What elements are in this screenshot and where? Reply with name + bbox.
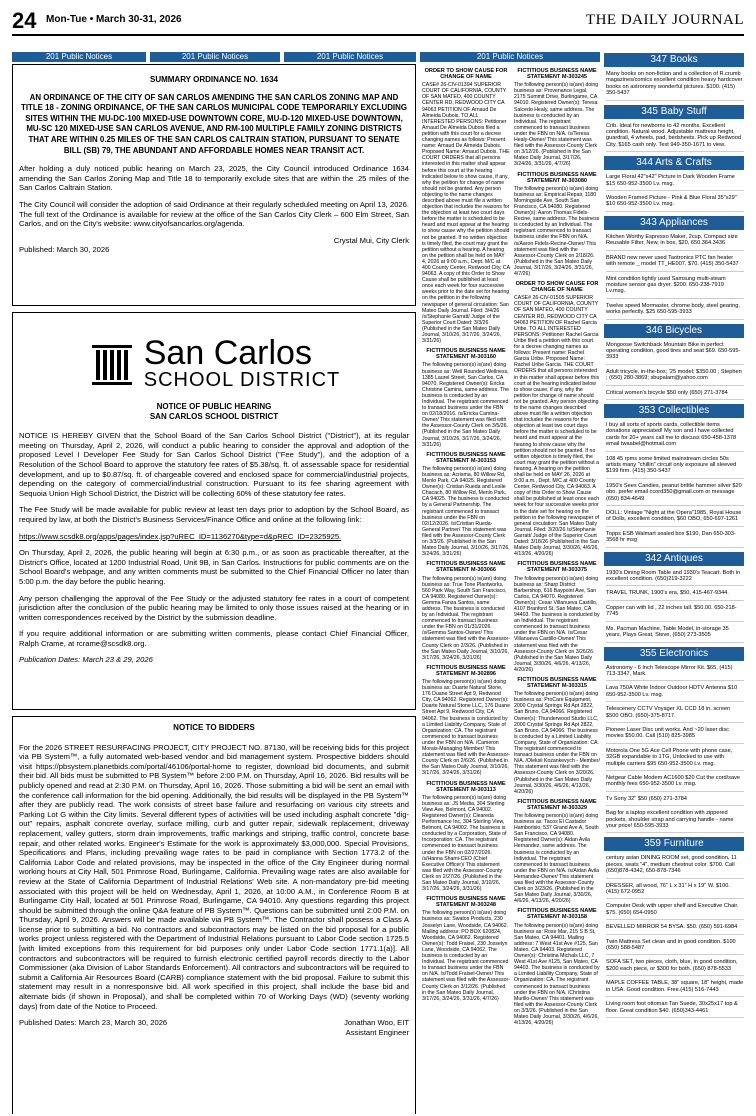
school-paragraph: The Fee Study will be made available for public review at least ten days prior to adoption by the School Board, as required by law, at both the District's Business Services/Finance Office and online at the following link: [19,505,409,524]
classified-category: 353 Collectibles [604,404,744,418]
ordinance-title: SUMMARY ORDINANCE NO. 1634 [149,75,279,84]
bidders-published: Published Dates: March 23, March 30, 2026 [19,1018,168,1028]
legal-notice-heading: FICTITIOUS BUSINESS NAME STATEMENT M-303153 [426,451,506,464]
ordinance-subtitle: AN ORDINANCE OF THE CITY OF SAN CARLOS AMENDING THE SAN CARLOS ZONING MAP AND TITLE 18 - ZONING ORDINANCE, OF THE SAN CARLOS MUNICIPAL CODE TEMPORARILY EXCLUDING SITES WITHIN THE MU-DC-100 MIXED-USE DOWNTOWN CORE, MU-D-120 MIXED-USE DOWNTOWN, MU-SC 120 MIXED-USE SAN CARLOS AVENUE, AND RM-100 MULTIPLE FAMILY ZONING DISTRICTS THAT ARE WITHIN 0.25 MILES OF THE SAN CARLOS CALTRAIN STATION, PURSUANT TO SENATE BILL (SB) 79, THE ABUNDANT AND AFFORDABLE HOMES NEAR TRANSIT ACT. [21,92,407,155]
bidders-body: For the 2026 STREET RESURFACING PROJECT, CITY PROJECT NO. 87130, will be receiving bids for this project via PB System™, a fully automated web-based vendor and bid management system. Prospective bidders should visit https://pbsystem.planetbids.com/portal/46106/portal-home to register, download bid documents, and submit their bid. All bids must be submitted to PB System™ before 2:00 P.M. on Thursday, April 16, 2026. Bid results will be publicly opened and read at 2:30 P.M. on Thursday, April 16, 2026. Those submitting a bid will be sent an email with the conference call information for the bid opening. Additionally, the bid results will be displayed in the PB System™ after they are publicly read. The work consists of street base failure and resurfacing on various city streets and Parking Lot G within the City limits. Several different types of activities will be used including asphalt concrete "dig-out" repairs, asphalt concrete overlay, surface milling, curb and gutter repair, sidewalk replacement, driveway replacement, valley gutters, storm drain improvements, traffic markings and striping, traffic control, concrete base repair, and other related works. Engineer's Estimate for the work is approximately $3,000,000. Special Provisions, Specifications and Plans, including prevailing wage rates to be paid in compliance with Section 1773.2 of the California Labor Code and related provisions, may be inspected in the office of the City Engineer during normal working hours at City Hall, 501 Primrose Road, Burlingame, California. Prevailing wage rates are also available for review at the State of California Department of Industrial Relations' Web site. A non-mandatory pre-bid meeting associated with this project will be held on Wednesday, April 1, 2026, at 10:00 A.M., in Conference Room B at Burlingame City Hall, located at 501 Primrose Road, Burlingame, CA 94010. Any questions regarding this project should be submitted through the online Q&A feature of PB System™. Questions can be submitted until 2:00 P.M. on Thursday, April 9, 2026. Answers will be made available via PB System™. The Contractor shall possess a Class A license prior to submitting a bid. No contractors and subcontractors may be listed on the bid proposal for a public works project unless registered with the Department of Industrial Relations pursuant to Labor Code section 1725.5 [with limited exceptions from this requirement for bid purposes only under Labor Code section 1771.1(a)]. All contractors and subcontractors will be required to furnish electronic certified payroll records directly to the Labor Commissioner (aka Division of Labor Standards Enforcement). All contractors and subcontractors will be required to submit a California Air Resources Board (CARB) compliance statement with the bid proposal. Failure to submit this statement may result in a nonresponsive bid. All work specified in this project, shall include the base bid and alternate bids (if shown in Proposal), and shall be completed within 70 of Working Days (WD) (seventy working days) from date of the Notice to Proceed. [19,742,409,1011]
classified-ad: Mint condition lightly used Samsung multi-steam moisture sensor gas dryer. $200. 650-238-7919 Lv.msg. [606,276,744,299]
bidders-signer [344,1018,409,1037]
classified-ad: Bag for a laptop excellent condition with zippered pockets, shoulder strap and carrying handle - name your price! 650-595-3933 [606,810,744,833]
legal-column-2 [422,64,510,1114]
classified-category: 343 Appliances [604,216,744,230]
legal-notice-heading: ORDER TO SHOW CAUSE FOR CHANGE OF NAME [424,68,508,81]
classified-ad: Telescenery CCTV Voyager XL CCD 18 in. screen $500 OBO. (650)-375-8717. [606,706,744,723]
logo-name: San Carlos [143,334,312,372]
classified-ad: MAPLE COFFEE TABLE, 38" square, 18" height, made in USA. Good condition. Free.(415) 516-7443 [606,980,744,997]
legal-notice-body: The following person(s) is(are) doing business as: Rose Mar, 215 S B St, San Mateo, CA 94401. Mailing address: 7 West 41st Ave #125, San Mateo, CA 94403. Registered Owner(s): Christina Michals LLC, 7 West 41st Ave #125, San Mateo, CA 94403. The business is conducted by a Limited Liability Company, State of Organization: CA. The registrant commenced to transact business under the FBN on N/A. /Christina Murillo-Owner/ This statement was filed with the Assessor-County Clerk on 3/3/26. (Published in the San Mateo Daily Journal, 3/30/26, 4/6/26, 4/13/26, 4/20/26) [514,922,600,1027]
signer-name: Jonathan Woo, EIT [344,1018,409,1028]
classified-category: 355 Electronics [604,647,744,661]
legal-notice-heading: FICTITIOUS BUSINESS NAME STATEMENT M-303248 [426,896,506,909]
school-paragraph: NOTICE IS HEREBY GIVEN that the School Board of the San Carlos School District ("District"), at its regular meeting on Thursday, April 2, 2026, will conduct a public hearing to consider the approval and adoption of the proposed Level I Developer Fee Study for San Carlos School District ("Fee Study"), and the adoption of a Resolution of the School Board to approve the statutory fee rates of $5.38/sq. ft. of assessable space for residential development, and up to $0.87/sq. ft. of chargeable covered and enclosed space for commercial/industrial projects, depending on the category of commercial/industrial construction. Pursuant to its fee sharing agreement with Sequoia Union High School District, the District will be collecting 60% of these statutory fee rates. [19,431,409,498]
school-paragraph: On Thursday, April 2, 2026, the public hearing will begin at 6:30 p.m., or as soon as practicable thereafter, at the District's Office, located at 1200 Industrial Road, Unit 9B, in San Carlos. Instructions for public comments are on the School Board's webpage, and any written comments must be submitted to the Chief Financial Officer no later than 5:00 p.m. the day before the public hearing. [19,548,409,586]
legal-notice-heading: FICTITIOUS BUSINESS NAME STATEMENT M-303315 [517,677,597,690]
legal-notice-heading: ORDER TO SHOW CAUSE FOR CHANGE OF NAME [515,281,599,294]
legal-notice-body: CASE# 26-CIV-01394 SUPERIOR COURT OF CALIFORNIA, COUNTY OF SAN MATEO, 400 COUNTY CENTER RD, REDWOOD CITY CA 94063 PETITION OF Arnaud De Almeida Dubois. TO ALL INTERESTED PERSONS: Petitioner Arnaud De Almeida Dubois filed a petition with this court for a decree changing names as follows: Present name: Arnaud De Almeida Dubois. Proposed Name: Arnaud Dubois. THE COURT ORDERS that all persons interested in this matter shall appear before this court at the hearing indicated below to show cause, if any, why the petition for change of name should not be granted. Any person objecting to the name changes described above must file a written objection that includes the reasons for the objection at least two court days before the matter is scheduled to be heard and must appear at the hearing to show cause why the petition should not be granted. If no written objection is timely filed, the court may grant the petition without a hearing. A hearing on the petition shall be held on MAY 4, 2026 at 9:00 a.m., Dept. M/C at 400 County Center, Redwood City, CA 94063. A copy of this Order to Show Cause shall be published at least once each week for four successive weeks prior to the date set for hearing on the petition in the following newspaper of general circulation: San Mateo Daily Journal. Filed: 3/4/26 /s/Stephanie Garratt/ Judge of the Superior Court Dated: 3/3/26 (Published in the San Mateo Daily Journal, 3/10/26, 3/17/26, 3/24/26, 3/31/26) [422,82,510,345]
district-logo [19,334,409,392]
classified-category: 342 Antiques [604,552,744,566]
legal-notice-body: The following person(s) is(are) doing business as: Sharp District Barbershop, 616 Baypoint Ave, San Carlos, CA 94070. Registered Owner(s): Cesar Villanueva Castillo, 4107 Branford St, San Mateo, CA 94403. The business is conducted by an Individual. The registrant commenced to transact business under the FBN on N/A. /s/Cesar Villanueva Castillo-Owner/ This statement was filed with the Assessor-County Clerk on 3/26/26. (Published in the San Mateo Daily Journal, 3/30/26, 4/6/26, 4/13/26, 4/20/26) [514,575,600,673]
legal-notice-heading: FICTITIOUS BUSINESS NAME STATEMENT M-303158 [517,908,597,921]
legal-notice-heading: FICTITIOUS BUSINESS NAME STATEMENT M-303080 [517,171,597,184]
classified-ad: Astronomy - 6 Inch Telescope Mirror Kit. $65, (415) 713-3347, Mark. [606,665,744,682]
classified-category: 344 Arts & Crafts [604,156,744,170]
bidders-footer [19,1018,409,1037]
bidders-heading: NOTICE TO BIDDERS [173,723,255,732]
classified-ad: Wooden Framed Picture - Pink & Blue Floral 35"x29" $10 650-952-3500 Lv. msg. [606,195,744,212]
classified-category: 345 Baby Stuff [604,105,744,119]
ordinance-paragraph: The City Council will consider the adoption of said Ordinance at their regularly scheduled meeting on April 13, 2026. The full text of the Ordinance is available for review at the office of the San Carlos City Clerk – 600 Elm Street, San Carlos, and on the City's website: www.cityofsancarlos.org/agenda. [19,199,409,229]
legal-notice-body: The following person(s) is(are) doing business as: Tacos El Castador Hamborisio, 537 Grand Ave A, South San Francisco, CA 94080. Registered Owner(s): Aidan Avila Hernandez, same address. The business is conducted by an Individual. The registrant commenced to transact business under the FBN on N/A. /s/Aidan Avila Hernandez-Owner/ This statement was filed with the Assessor-County Clerk on 3/23/26. (Published in the San Mateo Daily Journal, 3/30/26, 4/6/26, 4/13/26, 4/20/26) [514,812,599,905]
legal-notice-heading: FICTITIOUS BUSINESS NAME STATEMENT M-303066 [426,561,506,574]
classified-ad: Tv Sony 32" $50 (650) 271-3784 [606,796,744,806]
classified-ad: Motorola One 5G Ace Cell Phone with phone case, 32GB expandable to 1TG, Unlocked to use with multiple carriers $95 650-952-3500 Lv. msg. [606,748,744,771]
fee-study-link[interactable]: https://www.scsdk8.org/apps/pages/index.jsp?uREC_ID=1136270&type=d&pREC_ID=2325925. [19,531,342,541]
logo-district: SCHOOL DISTRICT [143,369,341,391]
classified-ad: century asian DINING ROOM set, good condition, 11 pieces, seats "4", medium chestnut color. $700. Call (650)878-4342, 650-878-7346 [606,855,744,878]
paper-title: THE DAILY JOURNAL [585,12,744,28]
classified-ad: Adult tricycle, in-the-box; '25 model; $350.00 ; Stephen ; (650) 280-3869; sbupalam@yahoo.com [606,369,744,386]
school-paragraph: If you require additional information or are submitting written comments, please contact Chief Financial Officer, Ralph Crame, at rcrame@scsdk8.org. [19,629,409,648]
school-heading-line2: SAN CARLOS SCHOOL DISTRICT [149,411,279,421]
classified-category: 346 Bicycles [604,324,744,338]
legal-notice-body: The following person(s) is(are) doing business as: JS Media, 304 Sterling View Ave, Belmont, CA 94002. Registered Owner(s): Cleareda Performance Inc, 304 Sterling View, Belmont, CA 94002. The business is conducted by a Corporation, State of Incorporation: CA. The registrant commenced to transact business under the FBN on 02/27/2026. /s/Hanna Shami-CEO (Chief Executive Officer)/ This statement was filed with the Assessor-County Clerk on 2/27/26. (Published in the San Mateo Daily Journal, 3/10/26, 3/17/26, 3/24/26, 3/31/26) [422,794,507,893]
classified-ad: BRAND new never used Taotronics PTC fan heater with remote _ model TT_HE007. $70. (415) 350-5437 [606,255,744,272]
classified-ad: Twelve speed Mormaster, chrome body, steel gearing, works perfectly. $25 650-595-3933 [606,303,744,320]
classified-ad: Pioneer Laser Disc unit works. And ~20 laser disc movies $50.00. Call (510) 825-3985 [606,727,744,744]
school-paragraph: Any person challenging the approval of the Fee Study or the adjusted statutory fee rates in a court of competent jurisdiction after the conclusion of the public hearing may be limited to only those issues raised at the hearing or in written correspondences received by the District by the submission deadline. [19,593,409,622]
signer-title: Assistant Engineer [345,1027,409,1037]
issue-date: Mon-Tue • March 30-31, 2026 [46,14,182,25]
classified-category: 359 Furniture [604,837,744,851]
school-notice [12,312,416,710]
school-pubdates: Publication Dates: March 23 & 29, 2026 [19,655,153,665]
classified-ad: DRESSER, all wood, 76" L x 31" H x 19" W. $100. (415) 672-0952 [606,883,744,900]
legal-notice-body: The following person(s) is(are) doing business as: True Tone Plantworks, 560 Park Way, South San Francisco, CA 94080. Registered Owner(s): Gemma Fanza Santos, same address. The business is conducted by an Individual. The registrant commenced to transact business under the FBN on 01/31/2026. /s/Gemma Santos-Owner/ This statement was filed with the Assessor-County Clerk on 2/3/26. (Published in the San Mateo Daily Journal, 3/10/26, 3/17/26, 3/24/26, 3/31/26) [422,575,510,661]
legal-notice-heading: FICTITIOUS BUSINESS NAME STATEMENT M-303375 [517,561,597,574]
classified-ad: Critical women's bicycle $50 only (650) 271-3784 [606,390,744,400]
ordinance-published: Published: March 30, 2026 [19,245,110,255]
ordinance-signer: Crystal Mui, City Clerk [333,235,409,245]
classified-category: 347 Books [604,53,744,67]
legal-notice-heading: FICTITIOUS BUSINESS NAME STATEMENT M-303113 [426,780,506,793]
classified-ad: Mongoose Switchback Mountain Bike in perfect operating condition, good tires and seat $69. 650-595-3933 [606,342,744,365]
classified-ad: Ms. Pacman Machine, Table Model, in-storage 35 years, Plays Great, Steve, (650) 273-3505 [606,626,744,643]
legal-notice-body: The following person(s) is(are) doing business as: Provenance Legal, 2175 Summit Drive, Burlingame, CA 94010. Registered Owner(s): Teresa Salcedo Healy, same address. The business is conducted by an Individual. The registrant commenced to transact business under the FBN on N/A. /s/Teresa Healy-Owner/ This statement was filed with the Assessor-County Clerk on 3/12/26. (Published in the San Mateo Daily Journal, 3/17/26, 3/24/26, 3/31/26, 4/7/26) [514,82,599,168]
school-building-icon [88,342,138,388]
legal-notice-heading: FICTITIOUS BUSINESS NAME STATEMENT M-302896 [426,664,506,677]
classified-ad: Crib. Ideal for newborns to 42 months. Excellent condition. Natural wood. Adjustable mattress height, guardrail, 4 wheels, pad, bedsheets. Pick up Redwood City. $165 cash only. Text 949-350-1671 to view. [606,123,744,153]
classified-ad: 108 45 rpms some limited mainstream circles 50s artists many "chillin" circuit only exposure all sleeved $199 firm. (415) 350-5437 [606,456,744,479]
legal-column-3 [514,64,600,1114]
ordinance-paragraph: After holding a duly noticed public hearing on March 23, 2025, the City Council introduced Ordinance 1634 amending the San Carlos Zoning Map and Title 18 to temporarily exclude sites that are within the .25 miles of the San Carlos Caltrain Station. [19,164,409,193]
classified-ad: 1950's Sees Candies, peanut brittle hammer silver $20 obo. prefer email ccord350@gmail.com or message (650) 834-4649 [606,483,744,506]
classified-ad: Topps ESB Walmart sealed box $190, Dan 650-303-3568 hr msg [606,531,744,548]
legal-notice-body: The following person(s) is(are) doing business as: Acrisma, 80 Willow Rd, Menlo Park, CA 94025. Registered Owner(s): Cristian Rueda and Leslie Chacach, 80 Willow Rd, Menlo Park, CA 94025. The business is conducted by a General Partnership. The registrant commenced to transact business under the FBN on 02/12/2026. /s/Cristian Rueda-General Partner/ This statement was filed with the Assessor-County Clerk on 3/3/26. (Published in the San Mateo Daily Journal, 3/10/26, 3/17/26, 3/24/26, 3/31/26) [422,465,510,558]
classified-ad: TRAVEL TRUNK, 1900's era, $50, 415-467-9344. [606,590,744,600]
section-header: 201 Public Notices [12,52,146,62]
masthead [12,8,744,36]
classified-ad: Living room foot ottoman Tan Suede, 30x25x17 top & floor. Great condition $40. (650)343-4461 [606,1001,744,1018]
section-header: 201 Public Notices [284,52,416,62]
bidders-notice [12,716,416,1114]
section-header: 201 Public Notices [150,52,280,62]
classified-ad: Lava 750A White Indoor Outdoor HDTV Antenna $10 650-952-3500 Lv. msg. [606,685,744,702]
main-notices [12,64,416,1114]
classified-ad: 1930's Dining Room Table and 1930's Teacart. Both in excellent condition. (650)219-3222 [606,570,744,587]
legal-notice-body: The following person(s) is(are) doing business as: Swatos Products, 230 Josselyn Lane, Woodside, CA 94062. Mailing address: PO BOX 620824, Woodside, CA 94062. Registered Owner(s): Todd Fraisel, 230 Josselyn Lane, Woodside, CA 94062. The business is conducted by an Individual. The registrant commenced to transact business under the FBN on N/A. /s/Todd Fraisel-Owner/ This statement was filed with the Assessor-County Clerk on 3/12/26. (Published in the San Mateo Daily Journal, 3/17/26, 3/24/26, 3/31/26, 4/7/26) [422,910,510,1002]
page-number: 24 [12,8,37,33]
classified-ad: Twin Mattress Set clean and in good condition. $100 (650) 588-5487 [606,939,744,956]
legal-notice-body: The following person(s) is(are) doing business as: Well Rounded Wellness, 1385 Laurel Street, San Carlos, CA 94070. Registered Owner(s): Ericka Christine Camina, same address. The business is conducted by an Individual. The registrant commenced to transact business under the FBN on 02/18/2016. /s/Ericka Camina-Owner/ This statement was filed with the Assessor-County Clerk on 3/5/26. (Published in the San Mateo Daily Journal, 3/10/26, 3/17/26, 3/24/26, 3/31/26) [422,362,509,448]
classified-ad: Large Floral 42"x42" Picture in Dark Wooden Frame $15 650-952-3500 Lv. msg. [606,174,744,191]
classified-ad: Netgear Cable Modem AC1600 $20 Cut the cord/save monthly fees 650-952-3500 Lv. msg. [606,775,744,792]
classified-ad: SOFA SET, two pieces, cloth, blue, in good condition, $200 each piece, or $300 for both. (650) 878-5533 [606,959,744,976]
legal-notice-body: The following person(s) is(are) doing business as: Empirical Repair, 1180 Morningside Ave, South San Francisco, CA 94080. Registered Owner(s): Aaron Thomas Fidels-Recine, same address. The business is conducted by an Individual. The registrant commenced to transact business under the FBN on N/A. /s/Aaron Fidels-Recine-Owner/ This statement was filed with the Assessor-County Clerk on 2/18/26. (Published in the San Mateo Daily Journal, 3/17/26, 3/24/26, 3/31/26, 4/7/26) [514,185,600,277]
legal-notice-body: The following person(s) is(are) doing business as: ProCare Equipment, 2000 Crystal Springs Rd Apt 2822, San Bruno, CA 94066. Registered Owner(s): Thunderwood Studio LLC, 2000 Crystal Springs Rd Apt 2822, San Bruno, CA 94066. The business is conducted by a Limited Liability Company, State of Organization: CA. The registrant commenced to transact business under the FBN on N/A. /Oleksii Kozankevych - Member/ This statement was filed with the Assessor-County Clerk on 3/20/26. (Published in the San Mateo Daily Journal, 3/30/26, 4/6/26, 4/13/26, 4/20/26) [514,691,600,795]
legal-notice-heading: FICTITIOUS BUSINESS NAME STATEMENT M-303245 [517,68,597,81]
classified-ad: Kitchen Worthy Espresso Maker, 2cup, Compact size Reusable Filter, New, in box, $20, 650.364.3436 [606,234,744,251]
classified-ad: DOLL: Vintage "Night at the Opera"1985, Royal House of Dolls, excellent condition, $60 OBO, 650-697-1261 [606,510,744,527]
school-heading [19,402,409,421]
section-header: 201 Public Notices [420,52,600,62]
school-heading-line1: NOTICE OF PUBLIC HEARING [156,402,272,411]
classified-ad: I buy all sorts of sports cards, collectible items donations appreciated! My son and I have collected cards for 20+ years call me to discuss 650-458-1378 email twaabel@hotmail.com [606,422,744,452]
classified-ad: Many books on non-fiction and a collection of R.crumb magazines/comics excellent condition heavy hardcover books on astronomy wonderful pictures. $100. (415) 350-5437 [606,71,744,101]
legal-notice-body: CASE# 26-CIV-01505 SUPERIOR COURT OF CALIFORNIA, COUNTY OF SAN MATEO, 400 COUNTY CENTER RD, REDWOOD CITY CA 94063 PETITION OF Rachel Garcia Uribe. TO ALL INTERESTED PERSONS: Petitioner Rachel Garcia Uribe filed a petition with this court for a decree changing names as follows: Present name: Rachel Garcia Uribe. Proposed Name: Rachel Uribe Garcia. THE COURT ORDERS that all persons interested in this matter shall appear before this court at the hearing indicated below to show cause, if any, why the petition for change of name should not be granted. Any person objecting to the name changes described above must file a written objection that includes the reasons for the objection at least two court days before the matter is scheduled to be heard and must appear at the hearing to show cause why the petition should not be granted. If no written objection is timely filed, the court may grant the petition without a hearing. A hearing on the petition shall be held on MAY 26, 2026 at 9:00 a.m., Dept. M/C at 400 County Center, Redwood City, CA 94063. A copy of this Order to Show Cause shall be published at least once each week for four successive weeks prior to the date set for hearing on the petition in the following newspaper of general circulation: San Mateo Daily Journal. Filed: 3/20/26 /s/Stephanie Garratt/ Judge of the Superior Court Dated: 3/18/26 (Published in the San Mateo Daily Journal, 3/30/26, 4/6/26, 4/13/26, 4/20/26) [514,295,600,558]
legal-notice-heading: FICTITIOUS BUSINESS NAME STATEMENT M-303329 [517,798,597,811]
classifieds-column [604,50,744,1114]
legal-notice-heading: FICTITIOUS BUSINESS NAME STATEMENT M-303160 [426,348,506,361]
classified-ad: Copper can with lid , 22 inches tall. $50.00. 650-218-7745 [606,605,744,622]
classified-ad: Computer Desk with upper shelf and Executive Chair. $75. (650) 654-0950 [606,903,744,920]
classified-ad: BEVELLED MIRROR 54 BYSA. $50. (650) 591-6984 [606,924,744,934]
ordinance-notice [12,64,416,306]
legal-notice-body: The following person(s) is(are) doing business as: Duarte Natural Stone, 176 Duane Street Apt 9, Redwood City, CA 94062. Registered Owner(s): Duarte Natural Stone LLC, 176 Duane Street Apt 9, Redwood City, CA 94062. The business is conducted by a Limited Liability Company, State of Organization: CA. The registrant commenced to transact business under the FBN on N/A. /Cameron Morais-Managing Member/ This statement was filed with the Assessor-County Clerk on 2/6/26. (Published in the San Mateo Daily Journal, 3/10/26, 3/17/26, 3/24/26, 3/31/26) [422,679,510,777]
